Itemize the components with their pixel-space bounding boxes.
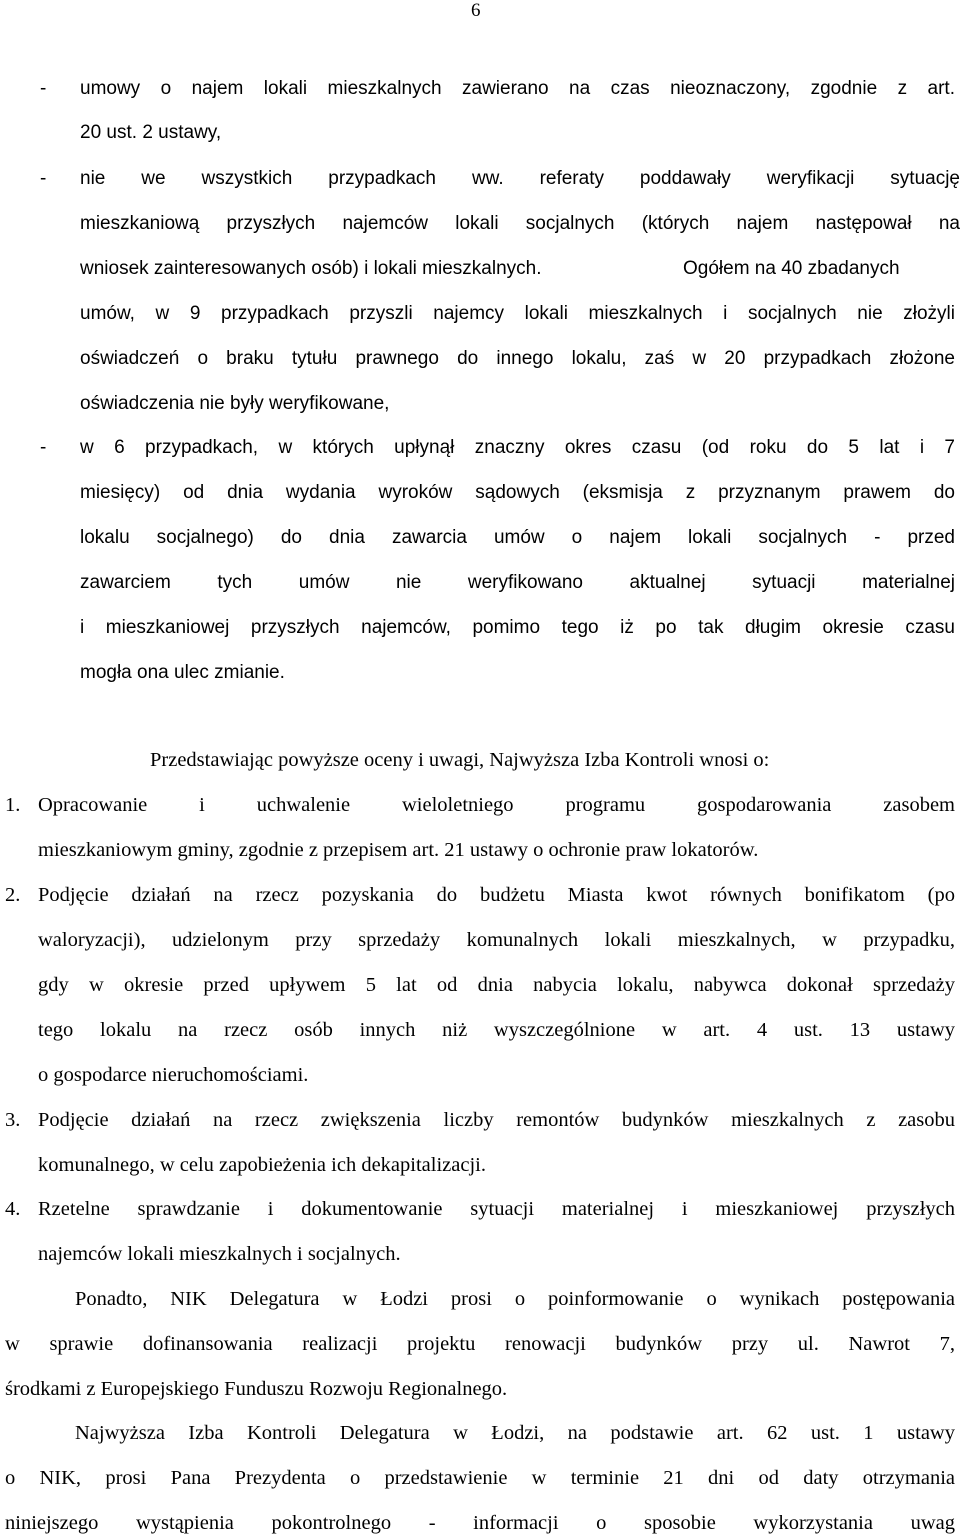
recommendation-number: 3. <box>5 1109 21 1131</box>
recommendation-line: Podjęcie działań na rzecz zwiększenia liczby remontów budynków mieszkalnych z zasobu <box>38 1109 955 1131</box>
recommendation-line: gdy w okresie przed upływem 5 lat od dnia nabycia lokalu, nabywca dokonał sprzedaży <box>38 974 955 996</box>
recommendation-number: 4. <box>5 1198 21 1220</box>
finding-line: miesięcy) od dnia wydania wyroków sądowych (eksmisja z przyznanym prawem do <box>80 482 955 503</box>
recommendation-line: Opracowanie i uchwalenie wieloletniego programu gospodarowania zasobem <box>38 794 955 816</box>
bullet-dash: - <box>40 437 47 458</box>
finding-line: Ogółem na 40 zbadanych <box>683 258 900 279</box>
recommendation-line: Podjęcie działań na rzecz pozyskania do budżetu Miasta kwot równych bonifikatom (po <box>38 884 955 906</box>
finding-line: oświadczenia nie były weryfikowane, <box>80 393 390 414</box>
paragraph-line: o NIK, prosi Pana Prezydenta o przedstawienie w terminie 21 dni od daty otrzymania <box>5 1467 955 1489</box>
recommendation-number: 2. <box>5 884 21 906</box>
recommendation-line: Rzetelne sprawdzanie i dokumentowanie sytuacji materialnej i mieszkaniowej przyszłych <box>38 1198 955 1220</box>
paragraph-line: środkami z Europejskiego Funduszu Rozwoju Regionalnego. <box>5 1378 508 1400</box>
finding-line: umów, w 9 przypadkach przyszli najemcy lokali mieszkalnych i socjalnych nie złożyli <box>80 303 955 324</box>
page-number: 6 <box>471 0 481 21</box>
recommendations-intro: Przedstawiając powyższe oceny i uwagi, Najwyższa Izba Kontroli wnosi o: <box>150 749 770 771</box>
finding-line: wniosek zainteresowanych osób) i lokali mieszkalnych. <box>80 258 542 279</box>
paragraph-line: Ponadto, NIK Delegatura w Łodzi prosi o poinformowanie o wynikach postępowania <box>75 1288 955 1310</box>
finding-line: oświadczeń o braku tytułu prawnego do innego lokalu, zaś w 20 przypadkach złożone <box>80 348 955 369</box>
finding-line: mieszkaniową przyszłych najemców lokali socjalnych (których najem następował na <box>80 213 960 234</box>
paragraph-line: Najwyższa Izba Kontroli Delegatura w Łodzi, na podstawie art. 62 ust. 1 ustawy <box>75 1422 955 1444</box>
recommendation-line: tego lokalu na rzecz osób innych niż wyszczególnione w art. 4 ust. 13 ustawy <box>38 1019 955 1041</box>
recommendation-line: o gospodarce nieruchomościami. <box>38 1064 309 1086</box>
finding-line: umowy o najem lokali mieszkalnych zawierano na czas nieoznaczony, zgodnie z art. <box>80 78 955 99</box>
recommendation-line: komunalnego, w celu zapobieżenia ich dekapitalizacji. <box>38 1154 486 1176</box>
finding-line: mogła ona ulec zmianie. <box>80 662 285 683</box>
bullet-dash: - <box>40 78 47 99</box>
finding-line: nie we wszystkich przypadkach ww. referaty poddawały weryfikacji sytuację <box>80 168 960 189</box>
recommendation-line: najemców lokali mieszkalnych i socjalnych. <box>38 1243 401 1265</box>
finding-line: w 6 przypadkach, w których upłynął znaczny okres czasu (od roku do 5 lat i 7 <box>80 437 955 458</box>
recommendation-line: waloryzacji), udzielonym przy sprzedaży komunalnych lokali mieszkalnych, w przypadku, <box>38 929 955 951</box>
finding-line: lokalu socjalnego) do dnia zawarcia umów o najem lokali socjalnych - przed <box>80 527 955 548</box>
paragraph-line: w sprawie dofinansowania realizacji projektu renowacji budynków przy ul. Nawrot 7, <box>5 1333 955 1355</box>
finding-line: i mieszkaniowej przyszłych najemców, pomimo tego iż po tak długim okresie czasu <box>80 617 955 638</box>
recommendation-line: mieszkaniowym gminy, zgodnie z przepisem art. 21 ustawy o ochronie praw lokatorów. <box>38 839 759 861</box>
finding-line: 20 ust. 2 ustawy, <box>80 122 222 143</box>
recommendation-number: 1. <box>5 794 21 816</box>
finding-line: zawarciem tych umów nie weryfikowano aktualnej sytuacji materialnej <box>80 572 955 593</box>
paragraph-line: niniejszego wystąpienia pokontrolnego - informacji o sposobie wykorzystania uwag <box>5 1512 955 1534</box>
bullet-dash: - <box>40 168 47 189</box>
